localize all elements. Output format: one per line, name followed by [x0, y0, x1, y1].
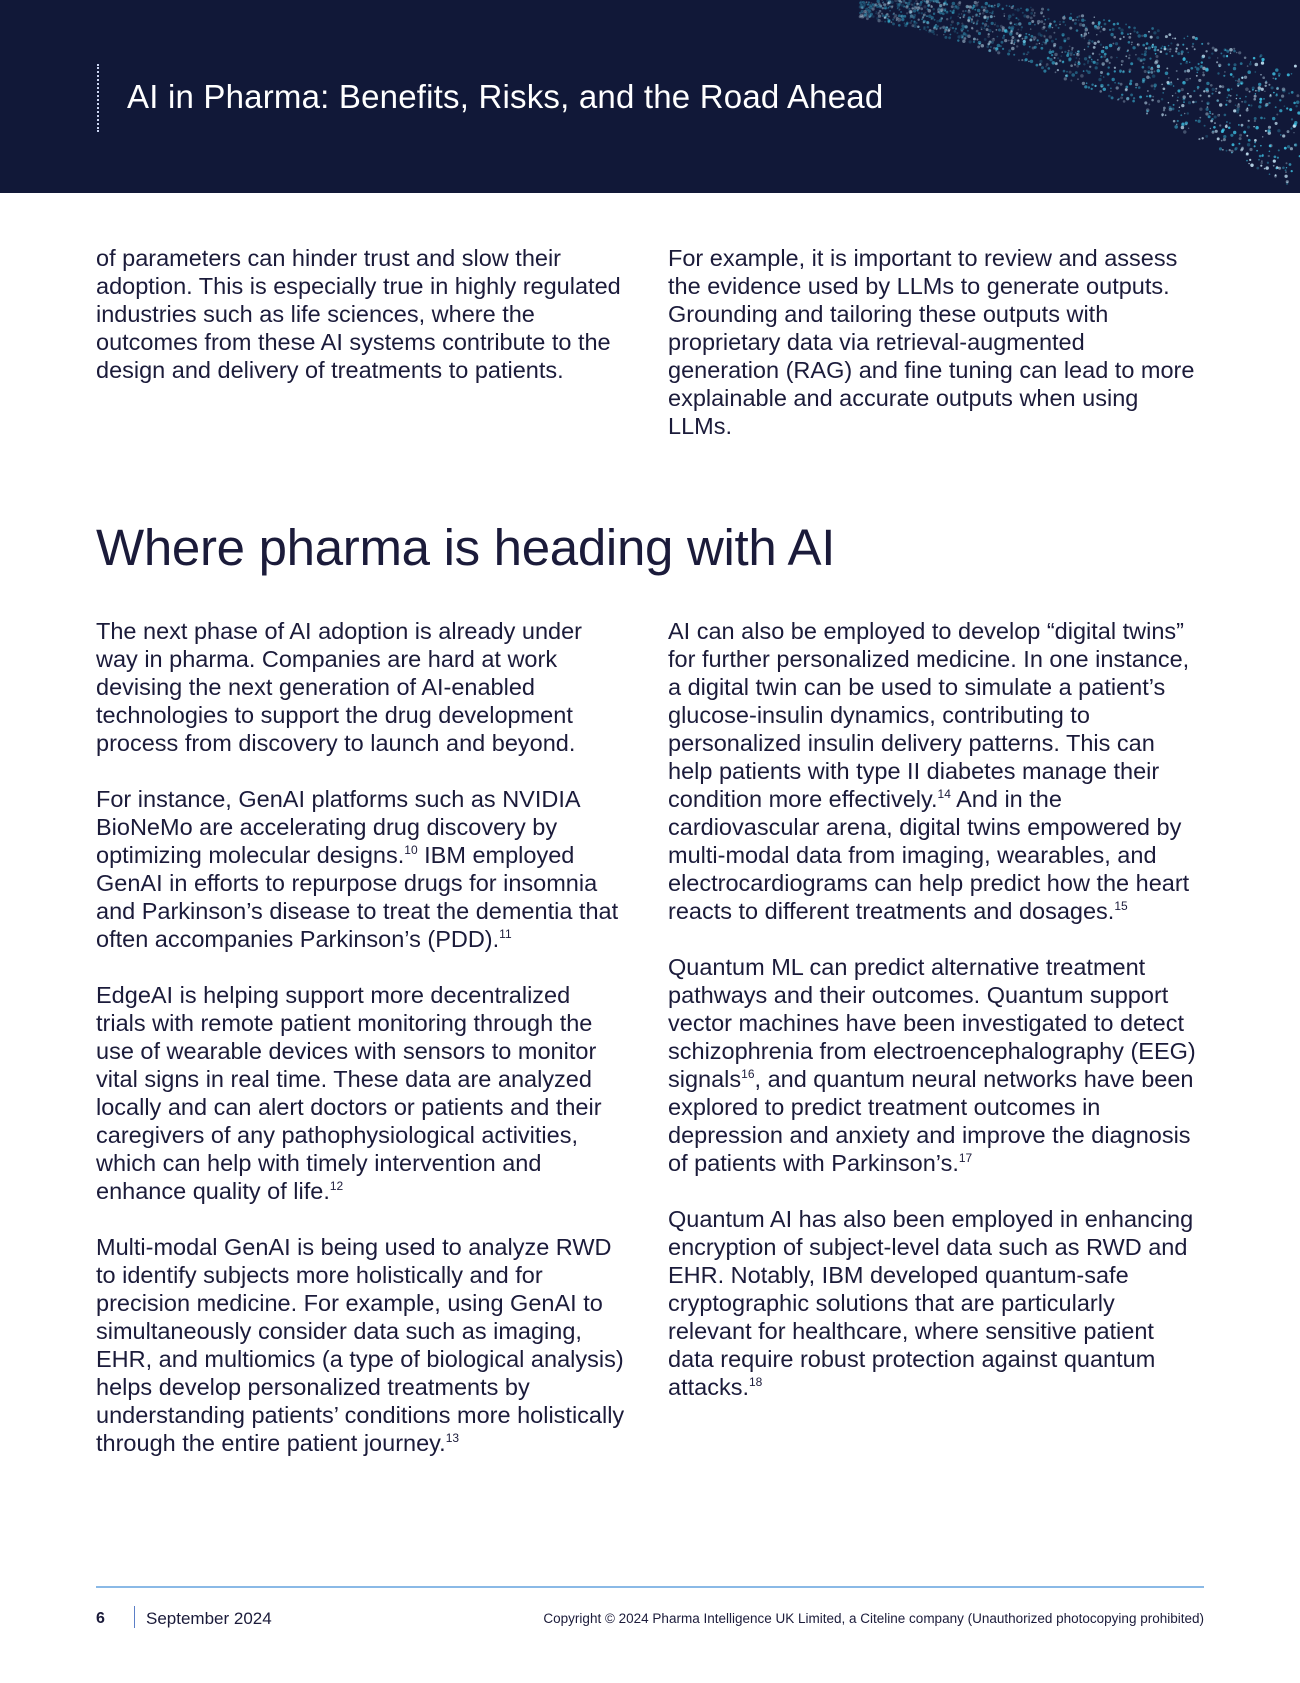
intro-left-paragraph: of parameters can hinder trust and slow their adoption. This is especially true in highly regulated industries such as life sciences, where the outcomes from these AI systems contribute to the design and delivery of treatments to patients.: [96, 245, 621, 383]
document-title: AI in Pharma: Benefits, Risks, and the Road Ahead: [127, 78, 884, 115]
paragraph-next-phase: The next phase of AI adoption is already under way in pharma. Companies are hard at work devising the next generation of AI-enabled technologies to support the drug development process from discovery to launch and beyond.: [96, 618, 582, 756]
page-number: 6: [96, 1610, 105, 1627]
intro-left-column: [96, 244, 626, 384]
footnote-ref: 13: [445, 1431, 460, 1446]
footnote-ref: 15: [1114, 899, 1128, 914]
paragraph-edgeai: EdgeAI is helping support more decentralized trials with remote patient monitoring through the use of wearable devices with sensors to monitor vital signs in real time. These data are analyzed locally and can alert doctors or patients and their caregivers of any pathophysiological activities, which can help with timely intervention and enhance quality of life.$^{12}$: [96, 982, 602, 1204]
copyright-notice: Copyright © 2024 Pharma Intelligence UK Limited, a Citeline company (Unauthorized photocopying prohibited): [543, 1611, 1204, 1626]
section-heading: Where pharma is heading with AI: [96, 519, 836, 576]
footer-separator: [134, 1606, 135, 1628]
publication-date: September 2024: [146, 1609, 272, 1628]
footer-divider: [96, 1586, 1204, 1588]
footnote-ref: 17: [958, 1151, 973, 1166]
paragraph-multimodal-genai: Multi-modal GenAI is being used to analyze RWD to identify subjects more holistically and for precision medicine. For example, using GenAI to simultaneously consider data such as imaging, EHR, and multiomics (a type of biological analysis) helps develop personalized treatments by understanding patients’ conditions more holistically through the entire patient journey.$^{13}$: [96, 1234, 625, 1456]
footnote-ref: 10: [404, 843, 418, 858]
paragraph-genai-platforms: For instance, GenAI platforms such as NVIDIA BioNeMo are accelerating drug discovery by optimizing molecular designs.$^{10}$ IBM employed GenAI in efforts to repurpose drugs for insomnia and Parkinson’s disease to treat the dementia that often accompanies Parkinson’s (PDD).$^{11}$: [96, 786, 619, 952]
paragraph-digital-twins: AI can also be employed to develop “digital twins” for further personalized medicine. In one instance, a digital twin can be used to simulate a patient’s glucose-insulin dynamics, contributing to personalized insulin delivery patterns. This can help patients with type II diabetes manage their condition more effectively.$^{14}$ And in the cardiovascular arena, digital twins empowered by multi-modal data from imaging, wearables, and electrocardiograms can help predict how the heart reacts to different treatments and dosages.$^{15}$: [668, 618, 1190, 924]
body-right-column: [668, 617, 1198, 1401]
body-left-column: [96, 617, 626, 1457]
footnote-ref: 12: [329, 1179, 344, 1194]
intro-right-paragraph: For example, it is important to review and assess the evidence used by LLMs to generate outputs. Grounding and tailoring these outputs with proprietary data via retrieval-augmented generation (RAG) and fine tuning can lead to more explainable and accurate outputs when using LLMs.: [668, 245, 1195, 439]
header-dotted-rule: [97, 64, 99, 132]
paragraph-quantum-ml: Quantum ML can predict alternative treatment pathways and their outcomes. Quantum support vector machines have been investigated to detect schizophrenia from electroencephalography (EEG) signals$^{16}$, and quantum neural networks have been explored to predict treatment outcomes in depression and anxiety and improve the diagnosis of patients with Parkinson’s.$^{17}$: [668, 954, 1196, 1176]
footnote-ref: 18: [748, 1375, 763, 1390]
footnote-ref: 16: [741, 1067, 755, 1082]
page-header: [0, 0, 1300, 193]
paragraph-quantum-ai: Quantum AI has also been employed in enhancing encryption of subject-level data such as RWD and EHR. Notably, IBM developed quantum-safe cryptographic solutions that are particularly relevant for healthcare, where sensitive patient data require robust protection against quantum attacks.$^{18}$: [668, 1206, 1194, 1400]
page-footer: [96, 1606, 1204, 1632]
footnote-ref: 11: [499, 927, 512, 942]
intro-right-column: [668, 244, 1198, 440]
footnote-ref: 14: [937, 787, 951, 802]
